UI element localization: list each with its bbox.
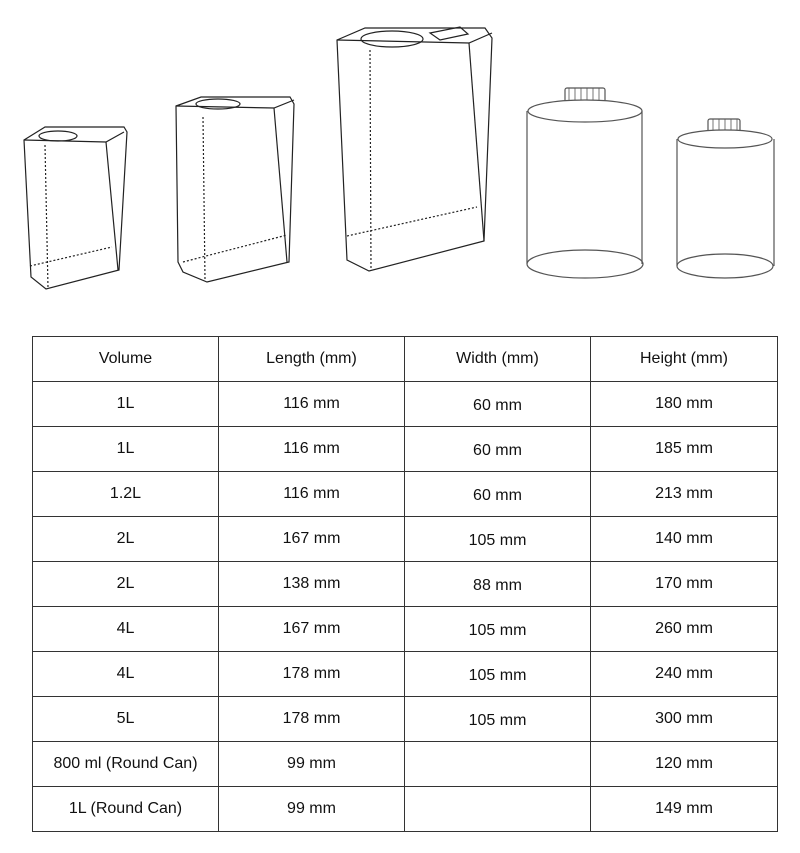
cell-width-value: 60 mm	[473, 487, 522, 504]
cell-length: 167 mm	[219, 607, 405, 652]
header-width: Width (mm)	[405, 337, 591, 382]
table-row	[33, 562, 778, 607]
cell-height: 300 mm	[591, 697, 778, 742]
cell-length: 167 mm	[219, 517, 405, 562]
cell-height: 260 mm	[591, 607, 778, 652]
cell-width	[405, 742, 591, 787]
cell-length: 99 mm	[219, 742, 405, 787]
cell-volume: 1.2L	[33, 472, 219, 517]
cell-length: 116 mm	[219, 472, 405, 517]
cell-length: 178 mm	[219, 652, 405, 697]
table-row	[33, 607, 778, 652]
cell-width	[405, 562, 591, 607]
table-row	[33, 697, 778, 742]
cell-height: 120 mm	[591, 742, 778, 787]
header-height: Height (mm)	[591, 337, 778, 382]
dimensions-table	[32, 336, 778, 832]
cell-width	[405, 472, 591, 517]
cell-width	[405, 652, 591, 697]
cell-height: 140 mm	[591, 517, 778, 562]
cell-width	[405, 382, 591, 427]
cell-length: 116 mm	[219, 427, 405, 472]
table-row	[33, 742, 778, 787]
cell-volume: 1L (Round Can)	[33, 787, 219, 832]
round-can-large-illustration	[527, 88, 643, 278]
cell-width	[405, 427, 591, 472]
table-row	[33, 787, 778, 832]
cell-height: 180 mm	[591, 382, 778, 427]
cell-width-value: 105 mm	[468, 532, 527, 549]
cell-volume: 2L	[33, 562, 219, 607]
table-row	[33, 517, 778, 562]
cell-width	[405, 787, 591, 832]
cell-height: 240 mm	[591, 652, 778, 697]
cell-volume: 1L	[33, 427, 219, 472]
cell-volume: 5L	[33, 697, 219, 742]
table-row	[33, 472, 778, 517]
cell-height: 185 mm	[591, 427, 778, 472]
cell-length: 138 mm	[219, 562, 405, 607]
cell-width-value: 105 mm	[468, 622, 527, 639]
header-volume: Volume	[33, 337, 219, 382]
cell-length: 178 mm	[219, 697, 405, 742]
cell-volume: 2L	[33, 517, 219, 562]
table-header-row	[33, 337, 778, 382]
table-row	[33, 427, 778, 472]
cell-volume: 4L	[33, 607, 219, 652]
cell-width-value: 60 mm	[473, 397, 522, 414]
cell-width-value: 105 mm	[468, 667, 527, 684]
cell-length: 99 mm	[219, 787, 405, 832]
header-length: Length (mm)	[219, 337, 405, 382]
cell-volume: 1L	[33, 382, 219, 427]
cell-width-value: 88 mm	[473, 577, 522, 594]
can-large-rectangular-illustration	[337, 27, 492, 271]
cell-volume: 4L	[33, 652, 219, 697]
can-medium-rectangular-illustration	[176, 97, 294, 282]
table-row	[33, 382, 778, 427]
can-small-rectangular-illustration	[24, 127, 127, 289]
cell-length: 116 mm	[219, 382, 405, 427]
cell-height: 213 mm	[591, 472, 778, 517]
cell-width-value: 60 mm	[473, 442, 522, 459]
cell-width-value: 105 mm	[468, 712, 527, 729]
cell-height: 170 mm	[591, 562, 778, 607]
round-can-small-illustration	[677, 119, 774, 278]
cell-volume: 800 ml (Round Can)	[33, 742, 219, 787]
product-illustrations	[0, 0, 800, 300]
table-row	[33, 652, 778, 697]
cell-width	[405, 607, 591, 652]
cell-height: 149 mm	[591, 787, 778, 832]
cell-width	[405, 697, 591, 742]
cell-width	[405, 517, 591, 562]
